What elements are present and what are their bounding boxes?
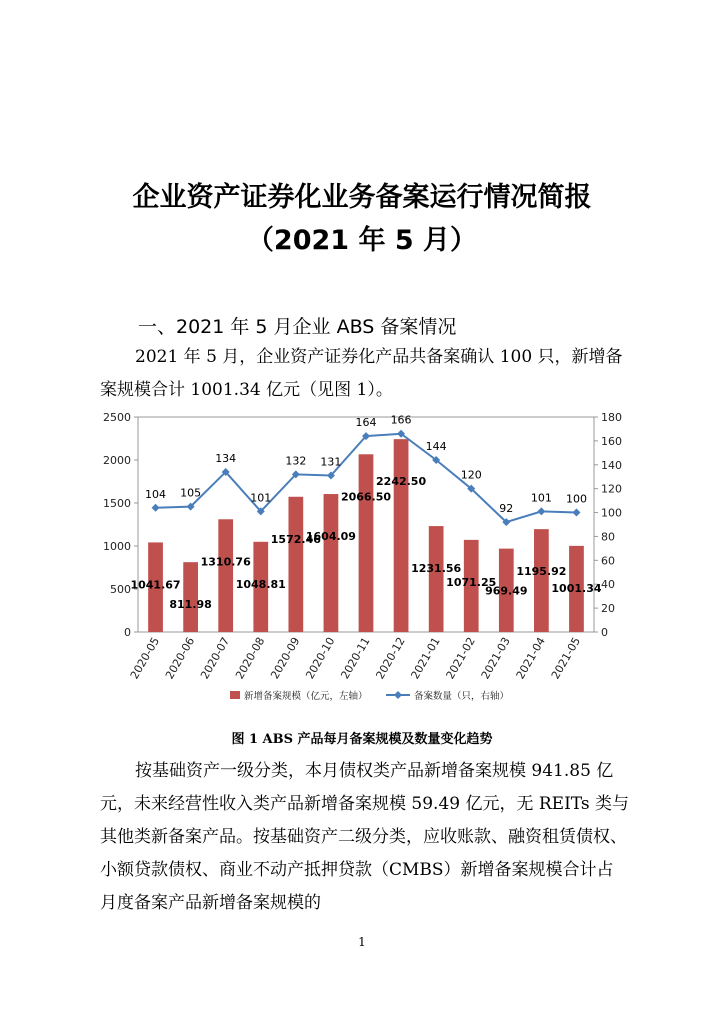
x-tick-label: 2021-03 — [478, 635, 513, 682]
bar — [218, 519, 233, 632]
x-tick-label: 2020-07 — [198, 635, 233, 682]
right-tick-label: 60 — [601, 554, 615, 568]
x-tick-label: 2020-09 — [268, 635, 303, 682]
left-tick-label: 1000 — [103, 540, 131, 553]
x-tick-label: 2020-06 — [162, 635, 198, 682]
right-tick-label: 160 — [601, 434, 622, 448]
line-point-label: 101 — [250, 491, 272, 505]
right-tick-label: 0 — [601, 626, 608, 639]
bar-value-label: 811.98 — [169, 598, 212, 612]
line-point-label: 104 — [145, 487, 167, 501]
left-tick-label: 2500 — [103, 411, 131, 424]
line-point — [537, 507, 545, 515]
bar-value-label: 2066.50 — [340, 490, 392, 504]
bar-value-label: 1001.34 — [551, 581, 602, 595]
x-tick-label: 2021-02 — [443, 635, 478, 682]
right-tick-label: 100 — [601, 506, 622, 520]
bar-value-label: 1572.46 — [270, 532, 321, 546]
report-title: 企业资产证券化业务备案运行情况简报 — [132, 182, 592, 213]
bar-value-label: 2242.50 — [376, 475, 427, 489]
paragraph-classification: 按基础资产一级分类，本月债权类产品新增备案规模 941.85 亿元，未来经营性收入类产品新增备案规模 59.49 亿元，无 REITs 类与其他类新备案产品。按基础资产二级分类，应收账款、融资租赁债权、小额贷款债权、商业不动产抵押贷款（CMBS）新增备案规模合计占月度备案产品新增备案规模的 — [100, 761, 630, 913]
left-tick-label: 1500 — [103, 497, 131, 510]
line-point-label: 166 — [390, 413, 412, 427]
bar — [288, 497, 303, 632]
right-tick-label: 80 — [601, 530, 615, 544]
x-tick-label: 2020-05 — [127, 635, 163, 682]
line-point-label: 120 — [460, 468, 482, 482]
bar — [429, 526, 444, 632]
line-point-label: 144 — [425, 440, 447, 453]
legend-bar-swatch — [230, 691, 240, 699]
line-point-label: 92 — [499, 502, 514, 516]
legend-line-marker — [394, 691, 402, 699]
line-point-label: 101 — [530, 491, 552, 505]
legend-bar-label: 新增备案规模（亿元，左轴） — [244, 691, 368, 702]
line-point-label: 131 — [320, 455, 342, 469]
bar-value-label: 969.49 — [485, 584, 528, 598]
line-point-label: 105 — [180, 486, 202, 500]
right-tick-label: 120 — [601, 482, 622, 496]
abs-trend-chart — [88, 405, 648, 720]
line-point-label: 164 — [355, 416, 377, 430]
x-tick-label: 2021-01 — [408, 635, 443, 682]
x-tick-label: 2020-10 — [303, 635, 338, 682]
line-point — [152, 504, 160, 512]
x-tick-label: 2021-04 — [513, 635, 548, 682]
bar-value-label: 1231.56 — [411, 562, 462, 576]
legend-line-label: 备案数量（只，右轴） — [414, 691, 510, 702]
bar-value-label: 1195.92 — [516, 565, 567, 579]
left-tick-label: 2000 — [103, 454, 131, 467]
line-point-label: 100 — [565, 492, 587, 506]
bar — [324, 494, 339, 632]
figure-caption: 图 1 ABS 产品每月备案规模及数量变化趋势 — [231, 732, 493, 747]
bar — [183, 562, 198, 632]
x-tick-label: 2020-11 — [338, 635, 373, 682]
bar-value-label: 1604.09 — [305, 530, 356, 544]
report-period: （2021 年 5 月） — [246, 225, 478, 256]
bar-value-label: 1071.25 — [446, 575, 497, 589]
section-heading: 一、2021 年 5 月企业 ABS 备案情况 — [138, 316, 457, 338]
x-tick-label: 2020-12 — [373, 635, 408, 682]
line-point-label: 132 — [285, 454, 307, 468]
bar-value-label: 1048.81 — [235, 577, 286, 591]
right-tick-label: 140 — [601, 458, 622, 472]
bar-value-label: 1041.67 — [130, 578, 181, 592]
left-tick-label: 500 — [110, 583, 131, 596]
x-tick-label: 2021-05 — [548, 635, 584, 682]
bar-value-label: 1310.76 — [200, 555, 251, 569]
bar — [534, 529, 549, 632]
line-point — [572, 509, 580, 517]
page-number: 1 — [358, 935, 366, 949]
bar — [359, 454, 374, 632]
bar — [394, 439, 409, 632]
line-point-label: 134 — [215, 451, 237, 465]
right-tick-label: 40 — [601, 578, 615, 592]
right-tick-label: 180 — [601, 411, 622, 424]
right-tick-label: 20 — [601, 602, 615, 616]
plot-area — [103, 411, 622, 702]
left-tick-label: 0 — [124, 626, 131, 639]
x-tick-label: 2020-08 — [233, 635, 268, 682]
paragraph-summary: 2021 年 5 月，企业资产证券化产品共备案确认 100 只，新增备案规模合计 1001.34 亿元（见图 1）。 — [100, 347, 623, 400]
